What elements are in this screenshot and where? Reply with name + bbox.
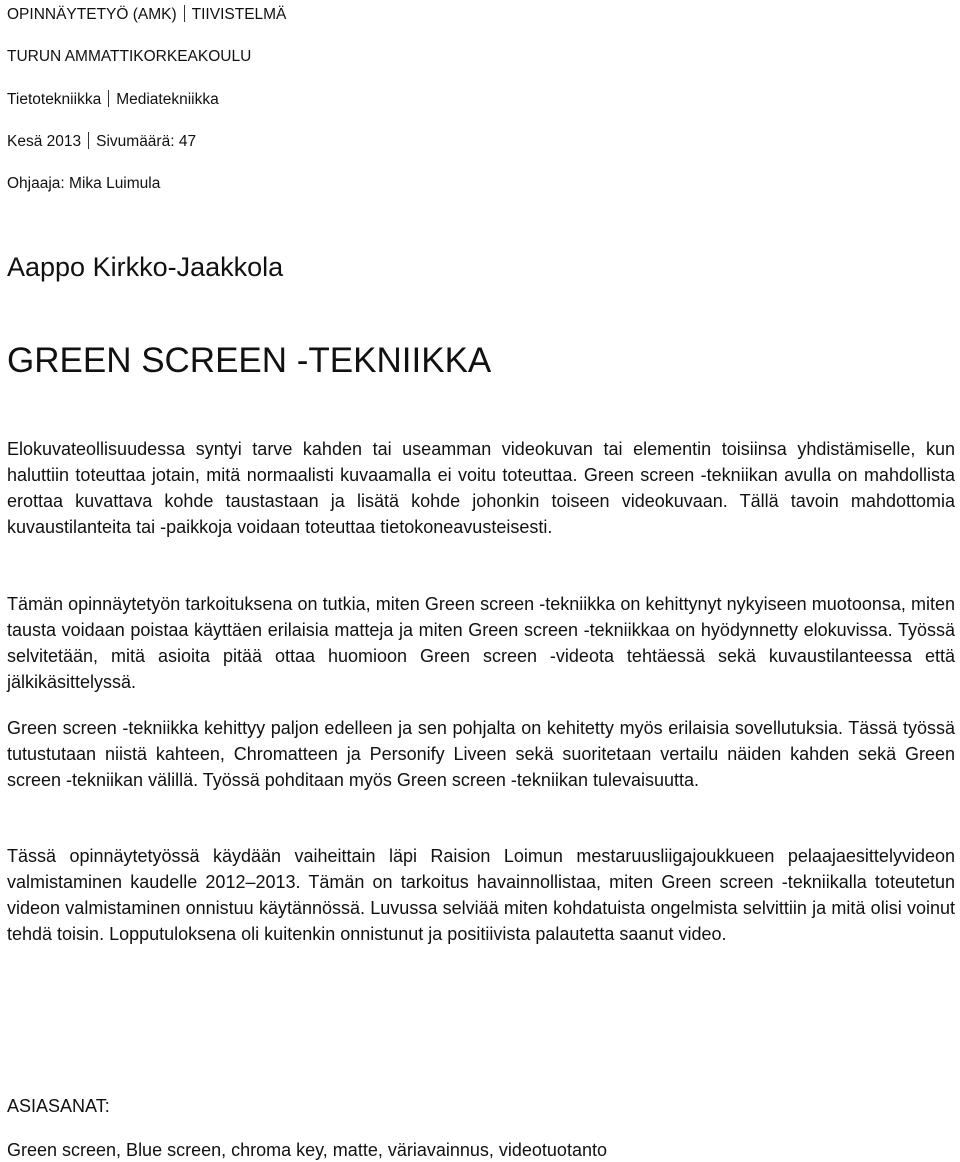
major-subject: Mediatekniikka [116,91,219,108]
supervisor: Ohjaaja: Mika Luimula [7,175,161,192]
section-label: TIIVISTELMÄ [191,6,287,23]
school-name: TURUN AMMATTIKORKEAKOULU [7,48,252,65]
degree-programme: Tietotekniikka [7,91,102,108]
thesis-title: GREEN SCREEN -TEKNIIKKA [7,341,492,380]
abstract-paragraph: Elokuvateollisuudessa syntyi tarve kahden tai useamman videokuvan tai elementin toisiinsa yhdistämiselle, kun haluttiin toteuttaa jotain, mitä normaalisti kuvaamalla ei voitu toteuttaa. Green screen -tekniikan avulla on mahdollista erottaa kuvattava kohde taustastaan ja lisätä kohde johonkin toiseen videokuvaan. Tällä tavoin mahdottomia kuvaustilanteita tai -paikkoja voidaan toteuttaa tietokoneavusteisesti. [7,439,955,537]
abstract-paragraph: Tässä opinnäytetyössä käydään vaiheittain läpi Raision Loimun mestaruusliigajoukkueen pelaajaesittelyvideon valmistaminen kaudelle 2012–2013. Tämän on tarkoitus havainnollistaa, miten Green screen -tekniikalla toteutetun videon valmistaminen onnistuu käytännössä. Luvussa selviää miten kohdatuista ongelmista selvittiin ja mitä olisi voinut tehdä toisin. Lopputuloksena oli kuitenkin onnistunut ja positiivista palautetta saanut video. [7,846,955,944]
thesis-type-line [7,5,286,25]
divider [184,5,185,22]
thesis-date: Kesä 2013 [7,133,82,150]
author-name: Aappo Kirkko-Jaakkola [7,252,284,282]
date-pages-line [7,132,196,152]
keywords-list: Green screen, Blue screen, chroma key, matte, väriavainnus, videotuotanto [7,1140,607,1160]
page-count: Sivumäärä: 47 [96,133,197,150]
abstract-paragraph: Green screen -tekniikka kehittyy paljon edelleen ja sen pohjalta on kehitetty myös erilaisia sovellutuksia. Tässä työssä tutustutaan niistä kahteen, Chromatteen ja Personify Liveen sekä suoritetaan vertailu näiden kahden sekä Green screen -tekniikan välillä. Työssä pohditaan myös Green screen -tekniikan tulevaisuutta. [7,718,955,790]
divider [88,132,89,149]
degree-line [7,90,219,110]
thesis-type-label: OPINNÄYTETYÖ (AMK) [7,6,177,23]
divider [108,90,109,107]
abstract-paragraph: Tämän opinnäytetyön tarkoituksena on tutkia, miten Green screen -tekniikka on kehittynyt nykyiseen muotoonsa, miten tausta voidaan poistaa käyttäen erilaisia matteja ja miten Green screen -tekniikkaa on hyödynnetty elokuvissa. Työssä selvitetään, mitä asioita pitää ottaa huomioon Green screen -videota tehtäessä sekä kuvaustilanteessa että jälkikäsittelyssä. [7,594,955,692]
keywords-heading: ASIASANAT: [7,1096,110,1116]
